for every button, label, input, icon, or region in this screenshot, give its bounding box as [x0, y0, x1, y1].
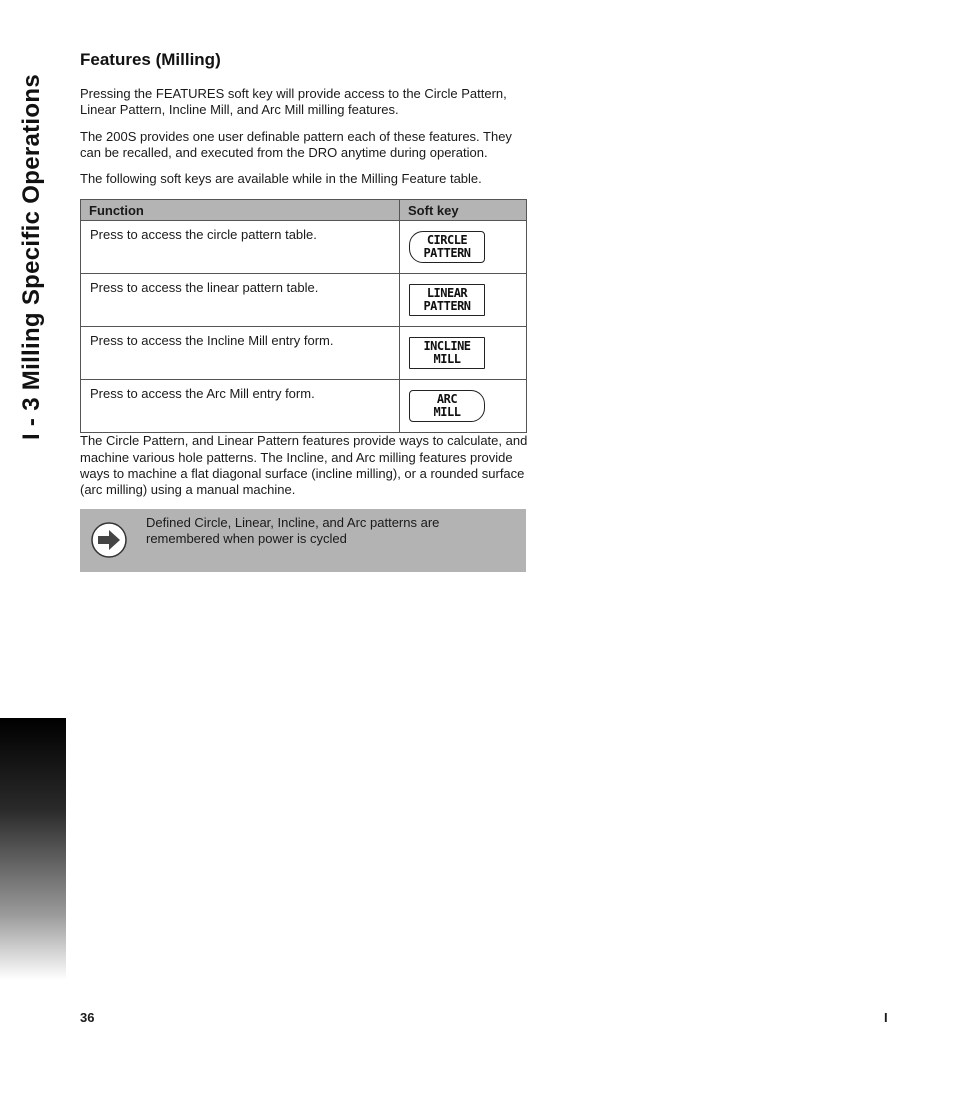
table-header-row — [81, 200, 527, 221]
intro-paragraph: Pressing the FEATURES soft key will provide access to the Circle Pattern, Linear Pattern, Incline Mill, and Arc Mill milling features. — [80, 86, 507, 118]
section-title: Features (Milling) — [80, 50, 221, 69]
page-content — [80, 50, 528, 572]
function-cell: Press to access the linear pattern table. — [81, 274, 400, 327]
softkey-label-line2: MILL — [433, 405, 461, 420]
function-cell: Press to access the Incline Mill entry form. — [81, 327, 400, 380]
definable-pattern-paragraph: The 200S provides one user definable pattern each of these features. They can be recalled, and executed from the DRO anytime during operation. — [80, 128, 512, 160]
softkeys-intro-paragraph: The following soft keys are available while in the Milling Feature table. — [80, 171, 482, 187]
softkey-label-line1: ARC — [436, 391, 458, 406]
header-soft-key: Soft key — [400, 200, 527, 221]
softkey-label-line1: CIRCLE — [426, 232, 468, 247]
note-box — [80, 509, 526, 572]
arc-mill-softkey[interactable] — [409, 390, 485, 422]
chapter-marker: I — [884, 1010, 888, 1025]
table-row — [81, 221, 527, 274]
table-row — [81, 274, 527, 327]
softkey-cell — [400, 274, 527, 327]
softkey-cell — [400, 380, 527, 433]
linear-pattern-softkey[interactable] — [409, 284, 485, 316]
softkey-label-line1: LINEAR — [426, 285, 468, 300]
side-gradient-tab — [0, 718, 66, 980]
table-row — [81, 327, 527, 380]
feature-softkey-table — [80, 199, 527, 433]
function-cell: Press to access the Arc Mill entry form. — [81, 380, 400, 433]
page-number: 36 — [80, 1010, 95, 1025]
note-text: Defined Circle, Linear, Incline, and Arc patterns are remembered when power is cycled — [146, 514, 440, 546]
softkey-label-line2: PATTERN — [423, 299, 471, 314]
softkey-label-line2: MILL — [433, 352, 461, 367]
circle-pattern-softkey[interactable] — [409, 231, 485, 263]
chapter-side-title: I - 3 Milling Specific Operations — [18, 74, 45, 440]
table-row — [81, 380, 527, 433]
features-description-paragraph: The Circle Pattern, and Linear Pattern features provide ways to calculate, and machine various hole patterns. The Incline, and Arc milling features provide ways to machine a flat diagonal surface (incline milling), or a rounded surface (arc milling) using a manual machine. — [80, 433, 528, 498]
function-cell: Press to access the circle pattern table. — [81, 221, 400, 274]
incline-mill-softkey[interactable] — [409, 337, 485, 369]
softkey-label-line2: PATTERN — [423, 246, 471, 261]
header-function: Function — [81, 200, 400, 221]
softkey-cell — [400, 221, 527, 274]
arrow-right-icon — [90, 521, 128, 559]
softkey-label-line1: INCLINE — [423, 338, 471, 353]
softkey-cell — [400, 327, 527, 380]
